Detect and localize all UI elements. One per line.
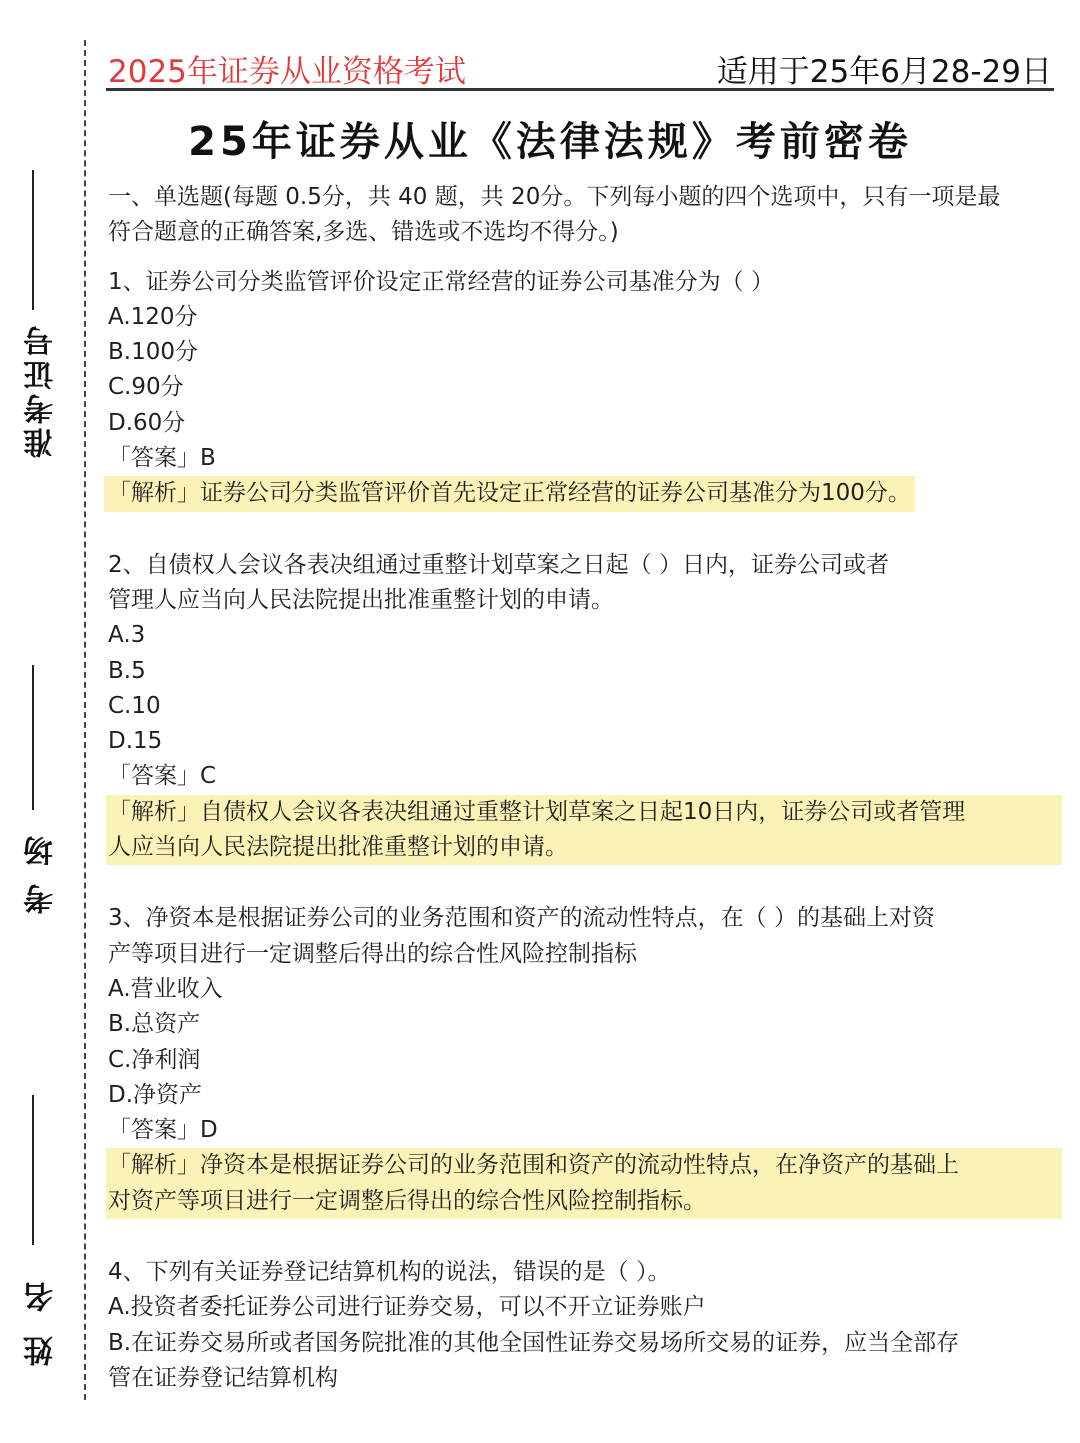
question-list [108,180,1062,1396]
answer: 「答案」C [108,763,217,790]
option-d: D.15 [108,728,163,755]
question-3 [108,901,1062,1219]
exam-room-write-line [32,665,34,810]
answer: 「答案」B [108,445,216,472]
question-stem: 2、自债权人会议各表决组通过重整计划草案之日起（ ）日内，证券公司或者 [108,551,889,578]
question-stem: 产等项目进行一定调整后得出的综合性风险控制指标 [108,940,637,967]
name-field [22,1258,62,1366]
exam-name: 2025年证券从业资格考试 [108,54,466,90]
page-header [106,42,1054,91]
paper-title: 25年证券从业《法律法规》考前密卷 [188,119,912,165]
option-b: B.5 [108,657,146,684]
exam-id-write-line [32,170,34,310]
question-2 [108,548,1062,866]
question-stem: 1、证券公司分类监管评价设定正常经营的证券公司基准分为（ ） [108,268,774,295]
analysis [106,1148,1062,1219]
exam-id-label: 准考证号 [24,322,59,458]
exam-id-field [22,322,62,458]
option-a: A.营业收入 [108,975,223,1002]
option-d: D.净资产 [108,1081,203,1108]
option-a: A.3 [108,622,146,649]
tear-line [84,40,86,1400]
section-instructions [108,180,1062,251]
option-c: C.10 [108,692,161,719]
question-stem: 4、下列有关证券登记结算机构的说法，错误的是（ ）。 [108,1259,671,1286]
analysis-line: 「解析」净资本是根据证券公司的业务范围和资产的流动性特点，在净资产的基础上 [108,1152,959,1179]
name-write-line [32,1095,34,1245]
exam-room-field [22,818,62,914]
analysis: 「解析」证券公司分类监管评价首先设定正常经营的证券公司基准分为100分。 [104,476,915,511]
exam-date: 适用于25年6月28-29日 [716,54,1052,90]
option-a: A.投资者委托证券公司进行证券交易，可以不开立证券账户 [108,1294,706,1321]
option-b: B.100分 [108,339,198,366]
question-stem: 管理人应当向人民法院提出批准重整计划的申请。 [108,586,614,613]
question-4 [108,1255,1062,1396]
option-a: A.120分 [108,303,198,330]
question-stem: 3、净资本是根据证券公司的业务范围和资产的流动性特点，在（ ）的基础上对资 [108,905,935,932]
instruction-line: 一、单选题(每题 0.5分，共 40 题，共 20分。下列每小题的四个选项中，只有一项是最 [108,184,1001,210]
analysis-line: 对资产等项目进行一定调整后得出的综合性风险控制指标。 [108,1187,706,1214]
question-1 [108,265,1062,512]
option-d: D.60分 [108,409,186,436]
option-c: C.净利润 [108,1046,201,1073]
option-b: B.在证券交易所或者国务院批准的其他全国性证券交易场所交易的证券，应当全部存 [108,1329,960,1356]
option-c: C.90分 [108,374,184,401]
answer: 「答案」D [108,1117,218,1144]
name-label: 姓名 [24,1258,59,1366]
analysis [106,795,1062,866]
instruction-line: 符合题意的正确答案,多选、错选或不选均不得分。) [108,219,619,246]
analysis-line: 人应当向人民法院提出批准重整计划的申请。 [108,834,568,861]
exam-room-label: 考场 [24,818,59,914]
analysis-line: 「解析」自债权人会议各表决组通过重整计划草案之日起10日内，证券公司或者管理 [108,798,966,825]
binding-margin [0,0,100,1443]
option-b-cont: 管在证券登记结算机构 [108,1364,338,1391]
option-b: B.总资产 [108,1011,201,1038]
